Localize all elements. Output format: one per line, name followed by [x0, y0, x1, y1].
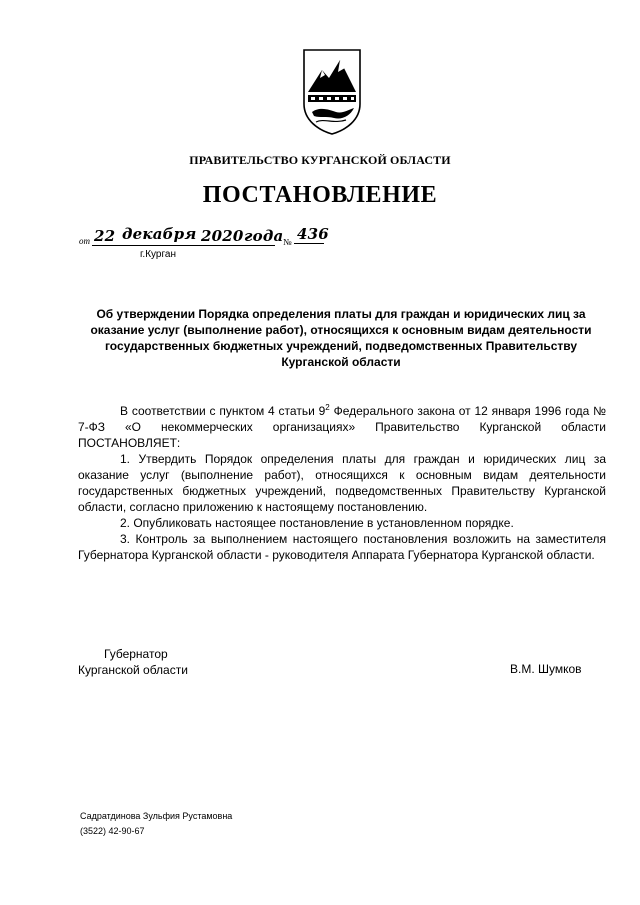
signatory-title: Губернатор Курганской области [78, 647, 188, 677]
number-underline [294, 243, 324, 244]
body-paragraph-preamble: В соответствии с пунктом 4 статьи $9^2$ Федерального закона от 12 января 1996 года № 7-ФЗ «О некоммерческих организациях» Правительство Курганской области ПОСТАНОВЛЯЕТ: [78, 403, 607, 450]
number-sign: № [283, 237, 292, 247]
government-name: ПРАВИТЕЛЬСТВО КУРГАНСКОЙ ОБЛАСТИ [189, 153, 451, 167]
body-paragraph-item-1: 1. Утвердить Порядок определения платы для граждан и юридических лиц за оказание услуг (выполнение работ), относящихся к основным видам деятельности государственных бюджетных учреждений, подведомственных Правительству Курганской области, согласно приложению к настоящему постановлению. [78, 452, 606, 514]
body-paragraph-item-2: 2. Опубликовать настоящее постановление в установленном порядке. [120, 516, 514, 530]
document-type-title: ПОСТАНОВЛЕНИЕ [202, 182, 438, 208]
handwritten-date-year: 2020 [201, 227, 244, 245]
document-subject: Об утверждении Порядка определения платы для граждан и юридических лиц за оказание услуг (выполнение работ), относящихся к основным видам деятельности государственных бюджетных учреждений, подведомственных Правительству Курганской области [90, 307, 592, 369]
date-prefix: от [79, 236, 90, 246]
executor-contact [80, 809, 232, 839]
kurgan-coat-of-arms-icon [300, 48, 364, 136]
date-underline [92, 245, 275, 246]
body-paragraph-item-3: 3. Контроль за выполнением настоящего постановления возложить на заместителя Губернатора Курганской области - руководителя Аппарата Губернатора Курганской области. [78, 532, 606, 562]
signatory-name: В.М. Шумков [510, 662, 582, 676]
executor-phone: (3522) 42-90-67 [80, 826, 145, 836]
document-body [78, 403, 606, 563]
handwritten-date-word: года [244, 227, 284, 245]
place-of-issue: г.Курган [140, 249, 176, 260]
handwritten-date-day: 22 [94, 227, 116, 245]
handwritten-document-number: 436 [297, 225, 329, 243]
executor-name: Садратдинова Зульфия Рустамовна [80, 811, 233, 821]
handwritten-date-month: декабря [122, 225, 197, 243]
